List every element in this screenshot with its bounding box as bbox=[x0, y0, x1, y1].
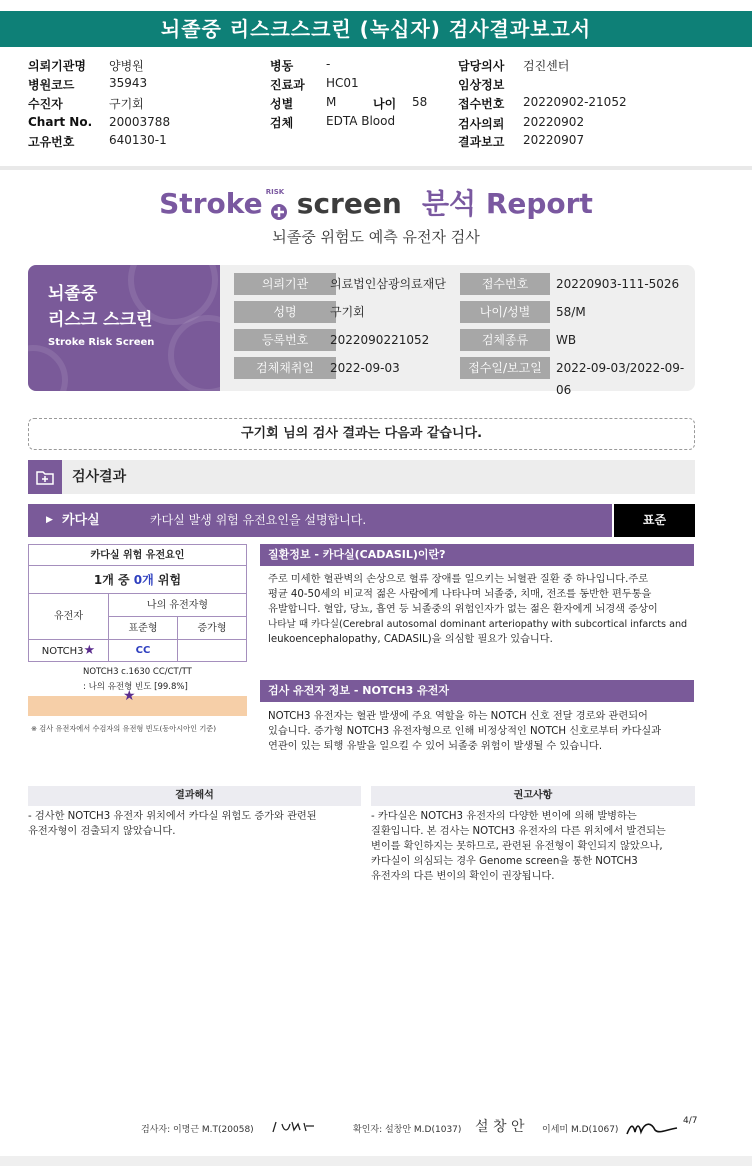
top-bar bbox=[0, 0, 752, 48]
info-value: EDTA Blood bbox=[326, 114, 396, 128]
increase-value bbox=[178, 640, 246, 661]
card-title bbox=[48, 281, 152, 333]
brand-title bbox=[0, 182, 752, 222]
brand-risk-logo bbox=[265, 187, 292, 224]
gene-line: NOTCH3 유전자는 혈관 발생에 주요 역할을 하는 NOTCH 신호 전달 경로와 관련되어 bbox=[268, 711, 648, 722]
cadasil-name: 카다실 bbox=[62, 513, 100, 528]
section-header bbox=[28, 460, 695, 494]
disease-line: 평균 40-50세의 비교적 젊은 사람에게 나타나며 뇌졸중, 치매, 전조를 동반한 편두통을 bbox=[268, 589, 652, 600]
info-value: 35943 bbox=[109, 76, 148, 90]
recommendation-line: 유전자의 다른 변이의 확인이 권장됩니다. bbox=[371, 871, 555, 882]
info-label: 검사의뢰 bbox=[458, 117, 505, 131]
frequency-bar bbox=[28, 696, 247, 716]
info-value: 20220907 bbox=[523, 133, 585, 147]
doctor-label: 이세미 M.D(1067) bbox=[542, 1125, 619, 1135]
cadasil-desc: 카다실 발생 위험 유전요인을 설명합니다. bbox=[150, 513, 367, 527]
info-value: - bbox=[326, 57, 331, 71]
recommendation-text bbox=[371, 809, 695, 884]
disease-line: 주로 미세한 혈관벽의 손상으로 혈류 장애를 일으키는 뇌혈관 질환 중 하나입니다.주로 bbox=[268, 574, 649, 585]
confirmer-signature: 설 창 안 bbox=[475, 1119, 525, 1135]
interpretation-text bbox=[28, 809, 361, 839]
recommendation-line: 카다실이 의심되는 경우 Genome screen을 통한 NOTCH3 bbox=[371, 856, 638, 867]
card-title-line1: 뇌졸중 bbox=[48, 284, 98, 304]
age-label: 나이 bbox=[373, 97, 397, 111]
interpretation-line: 유전자형이 검출되지 않았습니다. bbox=[28, 826, 176, 837]
info-col1-row bbox=[28, 57, 86, 74]
field-value: 의료법인삼광의료재단 bbox=[330, 277, 446, 291]
info-value: 640130-1 bbox=[109, 133, 167, 147]
cadasil-bar bbox=[28, 504, 612, 537]
info-label: 접수번호 bbox=[458, 97, 505, 111]
divider bbox=[0, 166, 752, 170]
status-badge: 표준 bbox=[614, 504, 695, 537]
risk-count bbox=[29, 566, 246, 594]
genotype-header: 나의 유전자형 bbox=[109, 594, 246, 617]
field-label: 검체종류 bbox=[460, 329, 550, 351]
confirmer-label: 확인자: 설창안 M.D(1037) bbox=[353, 1125, 462, 1135]
card-brand-panel bbox=[28, 265, 220, 391]
field-value: 2022-09-03/2022-09-06 bbox=[556, 361, 685, 397]
gene-line: 연관이 있는 퇴행 유발을 일으킬 수 있어 뇌졸중 위험이 발생될 수 있습니다. bbox=[268, 741, 603, 752]
field-value: 58/M bbox=[556, 305, 586, 319]
gene-cell bbox=[29, 640, 109, 661]
disease-line: leukoencephalopathy, CADASIL)을 의심할 필요가 있습니다. bbox=[268, 634, 553, 645]
variant-label: NOTCH3 c.1630 CC/CT/TT bbox=[83, 667, 192, 677]
report-subtitle: 뇌졸중 위험도 예측 유전자 검사 bbox=[272, 228, 480, 246]
patient-info bbox=[0, 48, 752, 168]
summary-box: 구기회 님의 검사 결과는 다음과 같습니다. bbox=[28, 418, 695, 450]
gene-info-text bbox=[268, 709, 694, 754]
disease-line: 유발합니다. 혈압, 당뇨, 흡연 등 뇌졸중의 위험인자가 없는 젊은 환자에게 뇌경색 증상이 bbox=[268, 604, 658, 615]
recommendation-line: - 카다실은 NOTCH3 유전자의 다양한 변이에 의해 발병하는 bbox=[371, 811, 637, 822]
recommendation-line: 변이를 확인하지는 못하므로, 관련된 유전형이 확인되지 않았으나, bbox=[371, 841, 663, 852]
field-label: 검체채취일 bbox=[234, 357, 336, 379]
info-label: 병원코드 bbox=[28, 78, 75, 92]
plus-circle-icon bbox=[269, 202, 289, 222]
field-value: 20220903-111-5026 bbox=[556, 277, 680, 291]
disease-line: 나타날 때 카다실(Cerebral autosomal dominant arteriopathy with subcortical infarcts and bbox=[268, 619, 688, 630]
info-value: M bbox=[326, 95, 337, 109]
footer-strip bbox=[0, 1156, 752, 1166]
disease-info-text bbox=[268, 572, 700, 647]
info-label: 성별 bbox=[270, 97, 294, 111]
info-label: Chart No. bbox=[28, 115, 93, 129]
star-icon: ★ bbox=[83, 643, 96, 658]
field-value: 2022-09-03 bbox=[330, 361, 400, 375]
recommendation-title: 권고사항 bbox=[371, 786, 695, 806]
info-value: 양병원 bbox=[109, 59, 144, 73]
disease-info-title: 질환정보 - 카다실(CADASIL)이란? bbox=[260, 544, 694, 566]
info-value: 검진센터 bbox=[523, 59, 570, 73]
info-value: 20003788 bbox=[109, 115, 171, 129]
info-label: 결과보고 bbox=[458, 135, 505, 149]
doctor-signature bbox=[625, 1118, 681, 1140]
field-value: 구기회 bbox=[330, 305, 365, 319]
field-value: WB bbox=[556, 333, 577, 347]
interpretation-title: 결과해석 bbox=[28, 786, 361, 806]
frequency-note: ※ 검사 유전자에서 수검자의 유전형 빈도(동아시아인 기준) bbox=[31, 724, 217, 733]
info-value: 20220902 bbox=[523, 115, 585, 129]
risk-table-title: 카다실 위험 유전요인 bbox=[29, 545, 246, 566]
report-title: 뇌졸중 리스크스크린 (녹십자) 검사결과보고서 bbox=[0, 11, 752, 47]
brand-screen: screen bbox=[296, 187, 402, 220]
info-label: 담당의사 bbox=[458, 59, 505, 73]
risk-table bbox=[28, 544, 247, 662]
risk-count-prefix: 1개 중 bbox=[93, 573, 130, 587]
age-value: 58 bbox=[412, 95, 428, 109]
tester-label: 검사자: 이명근 M.T(20058) bbox=[141, 1125, 254, 1135]
info-label: 의뢰기관명 bbox=[28, 59, 86, 73]
field-label: 성명 bbox=[234, 301, 336, 323]
page-number: 4/7 bbox=[683, 1116, 698, 1126]
folder-plus-icon bbox=[28, 460, 62, 494]
field-label: 접수번호 bbox=[460, 273, 550, 295]
standard-header: 표준형 bbox=[109, 617, 178, 640]
standard-value: CC bbox=[109, 640, 178, 661]
field-label: 나이/성별 bbox=[460, 301, 550, 323]
increase-header: 증가형 bbox=[178, 617, 246, 640]
gene-info-title: 검사 유전자 정보 - NOTCH3 유전자 bbox=[260, 680, 694, 702]
gene-line: 있습니다. 증가형 NOTCH3 유전자형으로 인해 비정상적인 NOTCH 신호로부터 카다실과 bbox=[268, 726, 662, 737]
info-label: 병동 bbox=[270, 59, 294, 73]
info-value: 20220902-21052 bbox=[523, 95, 627, 109]
frequency-marker-star-icon: ★ bbox=[123, 688, 136, 704]
risk-count-suffix: 위험 bbox=[157, 573, 182, 587]
info-label: 임상정보 bbox=[458, 78, 505, 92]
brand-risk-text: RISK bbox=[265, 187, 285, 196]
gene-name: NOTCH3 bbox=[41, 646, 84, 657]
recommendation-line: 질환입니다. 본 검사는 NOTCH3 유전자의 다른 위치에서 발견되는 bbox=[371, 826, 666, 837]
field-label: 의뢰기관 bbox=[234, 273, 336, 295]
risk-count-value: 0개 bbox=[133, 573, 154, 587]
field-label: 접수일/보고일 bbox=[460, 357, 550, 379]
triangle-right-icon: ▶ bbox=[46, 515, 53, 525]
info-value: 구기회 bbox=[109, 97, 144, 111]
frequency-label: : 나의 유전형 빈도 [99.8%] bbox=[83, 682, 188, 692]
brand-report: 분석 Report bbox=[421, 187, 593, 220]
field-label: 등록번호 bbox=[234, 329, 336, 351]
info-label: 수진자 bbox=[28, 97, 63, 111]
field-value: 2022090221052 bbox=[330, 333, 430, 347]
summary-card bbox=[28, 265, 695, 397]
info-label: 진료과 bbox=[270, 78, 305, 92]
gene-header: 유전자 bbox=[29, 594, 109, 640]
section-title: 검사결과 bbox=[72, 469, 127, 485]
interpretation-line: - 검사한 NOTCH3 유전자 위치에서 카다실 위험도 증가와 관련된 bbox=[28, 811, 317, 822]
tester-signature bbox=[270, 1118, 318, 1138]
card-title-line2: 리스크 스크린 bbox=[48, 310, 153, 330]
info-value: HC01 bbox=[326, 76, 359, 90]
info-label: 고유번호 bbox=[28, 135, 75, 149]
card-title-en: Stroke Risk Screen bbox=[48, 337, 155, 348]
info-label: 검체 bbox=[270, 116, 294, 130]
brand-stroke: Stroke bbox=[159, 187, 263, 220]
